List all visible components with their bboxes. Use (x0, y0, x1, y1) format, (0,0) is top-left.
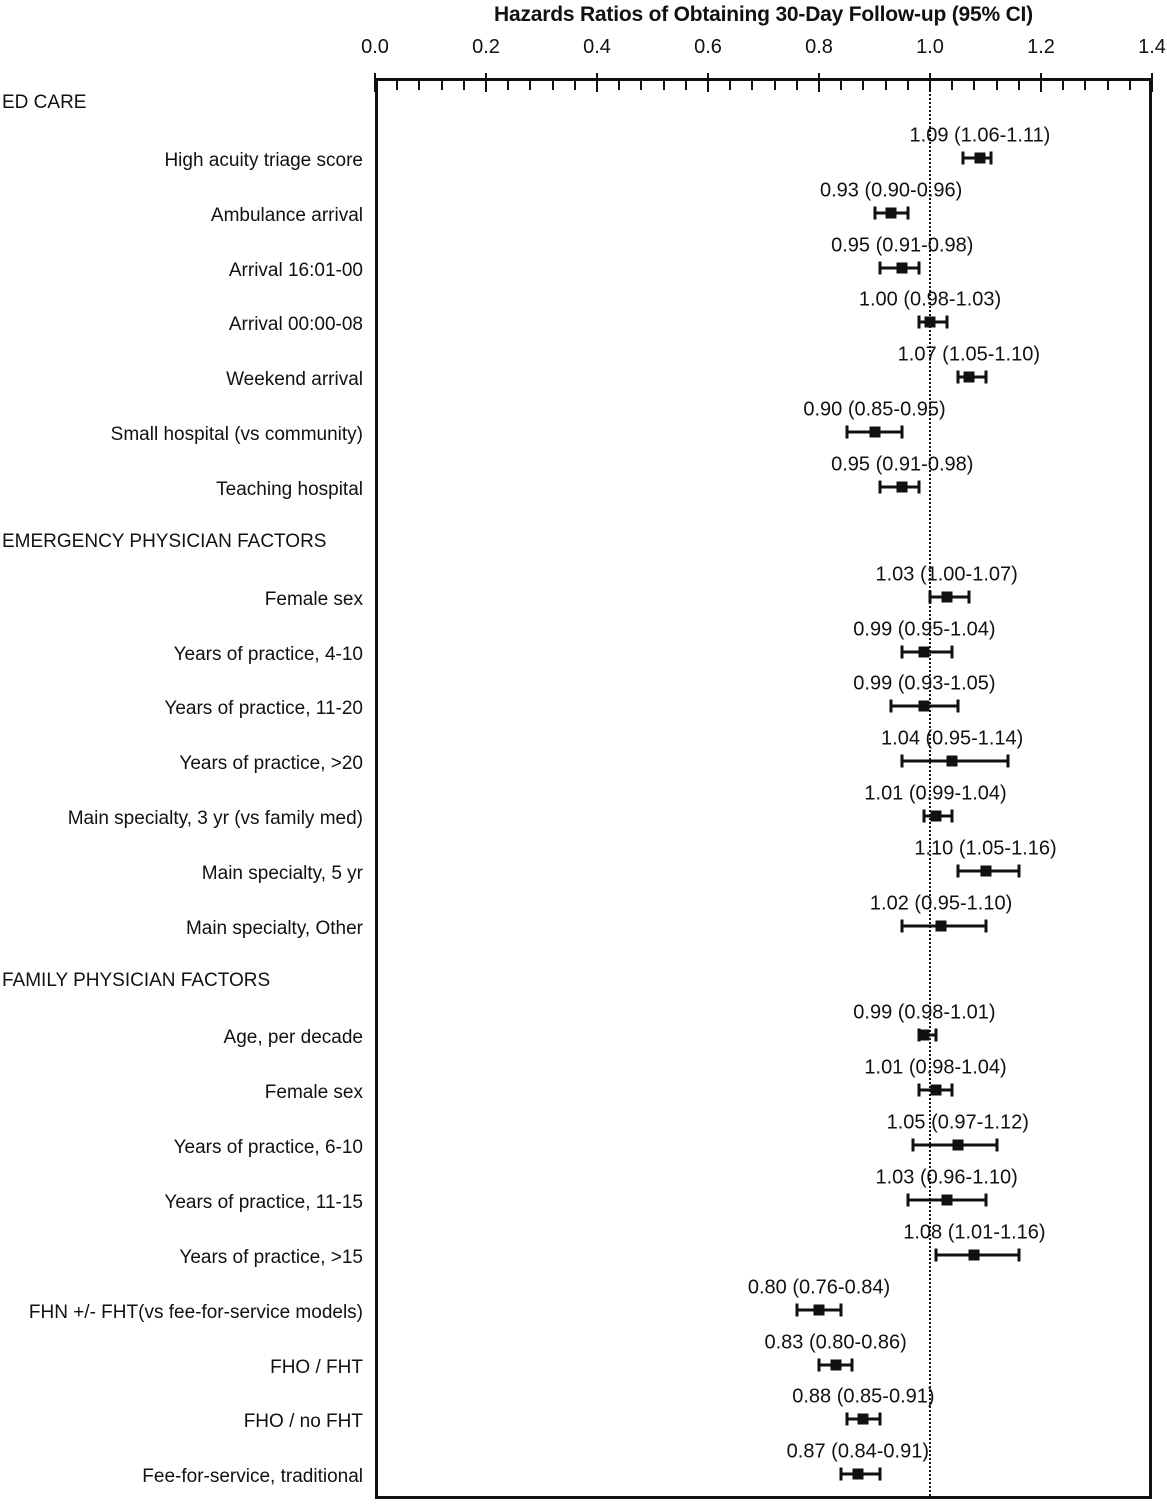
x-axis-major-tick (596, 73, 598, 92)
x-axis-minor-tick (507, 81, 509, 90)
row-label: Female sex (264, 1082, 363, 1104)
ci-cap-high (990, 151, 993, 164)
x-axis-minor-tick (1107, 81, 1109, 90)
ci-cap-low (845, 426, 848, 439)
row-label: FHO / no FHT (243, 1411, 363, 1433)
hr-ci-annotation: 1.00 (0.98-1.03) (858, 288, 1002, 311)
ci-cap-high (840, 1303, 843, 1316)
hr-point-marker (930, 811, 941, 822)
hr-point-marker (852, 1469, 863, 1480)
x-axis-major-tick (374, 73, 376, 92)
ci-cap-high (951, 645, 954, 658)
row-label: Age, per decade (223, 1027, 363, 1049)
hr-point-marker (919, 1030, 930, 1041)
ci-cap-low (840, 1468, 843, 1481)
row-label: Years of practice, 4-10 (173, 643, 363, 665)
row-label: Weekend arrival (226, 369, 363, 391)
hr-ci-annotation: 0.83 (0.80-0.86) (764, 1331, 907, 1354)
hr-ci-annotation: 1.03 (1.00-1.07) (875, 563, 1018, 586)
row-label: Ambulance arrival (210, 204, 363, 226)
x-axis-minor-tick (1018, 81, 1020, 90)
x-axis-major-tick (485, 73, 487, 92)
hr-ci-annotation: 1.09 (1.06-1.11) (909, 124, 1051, 147)
ci-cap-high (879, 1468, 882, 1481)
x-axis-tick-label: 1.0 (916, 36, 944, 58)
ci-cap-high (934, 1029, 937, 1042)
ci-cap-high (1017, 1248, 1020, 1261)
hr-ci-annotation: 1.07 (1.05-1.10) (897, 343, 1041, 366)
hr-point-marker (814, 1304, 825, 1315)
x-axis-minor-tick (951, 81, 953, 90)
hr-point-marker (930, 1085, 941, 1096)
hr-point-marker (980, 865, 991, 876)
ci-cap-high (906, 206, 909, 219)
hr-ci-annotation: 1.05 (0.97-1.12) (886, 1111, 1029, 1134)
hr-ci-annotation: 1.08 (1.01-1.16) (903, 1221, 1046, 1244)
row-label: FHN +/- FHT(vs fee-for-service models) (28, 1301, 363, 1323)
x-axis-minor-tick (996, 81, 998, 90)
x-axis-major-tick (1151, 73, 1153, 92)
x-axis-minor-tick (774, 81, 776, 90)
row-label: Years of practice, 11-20 (164, 698, 363, 720)
ci-cap-high (956, 700, 959, 713)
ci-cap-low (879, 480, 882, 493)
x-axis-tick-label: 0.4 (583, 36, 611, 58)
row-label: Years of practice, 11-15 (164, 1192, 363, 1213)
hr-point-marker (974, 152, 985, 163)
ci-cap-low (795, 1303, 798, 1316)
row-label: Years of practice, >20 (179, 753, 363, 775)
x-axis-tick-label: 1.2 (1027, 36, 1055, 58)
x-axis-minor-tick (796, 81, 798, 90)
hr-ci-annotation: 0.99 (0.95-1.04) (853, 618, 996, 640)
hr-point-marker (925, 317, 936, 328)
x-axis-minor-tick (862, 81, 864, 90)
ci-cap-low (934, 1248, 937, 1261)
ci-cap-high (967, 590, 970, 603)
row-label: Years of practice, >15 (179, 1246, 363, 1268)
ci-cap-high (851, 1358, 854, 1371)
hr-point-marker (830, 1359, 841, 1370)
ci-cap-low (923, 810, 926, 823)
ci-cap-high (995, 1139, 998, 1152)
row-label: Arrival 16:01-00 (228, 259, 363, 281)
ci-cap-high (984, 1194, 987, 1207)
row-label: Main specialty, 5 yr (201, 862, 363, 884)
x-axis-minor-tick (751, 81, 753, 90)
x-axis-minor-tick (574, 81, 576, 90)
ci-cap-high (917, 480, 920, 493)
x-axis-minor-tick (840, 81, 842, 90)
ci-cap-low (956, 864, 959, 877)
x-axis-minor-tick (618, 81, 620, 90)
hr-point-marker (936, 920, 947, 931)
x-axis-minor-tick (973, 81, 975, 90)
ci-cap-high (879, 1413, 882, 1426)
hr-point-marker (947, 756, 958, 767)
ci-cap-low (845, 1413, 848, 1426)
section-header: EMERGENCY PHYSICIAN FACTORS (2, 530, 327, 552)
hr-point-marker (941, 1195, 952, 1206)
hr-point-marker (886, 207, 897, 218)
ci-cap-high (1017, 864, 1020, 877)
hr-ci-annotation: 1.01 (0.99-1.04) (864, 782, 1007, 805)
ci-cap-high (951, 1084, 954, 1097)
ci-cap-low (901, 919, 904, 932)
x-axis-minor-tick (418, 81, 420, 90)
ci-cap-low (917, 316, 920, 329)
hr-point-marker (897, 262, 908, 273)
ci-cap-high (917, 261, 920, 274)
x-axis-minor-tick (729, 81, 731, 90)
row-label: Years of practice, 6-10 (173, 1137, 363, 1159)
row-label: High acuity triage score (164, 149, 363, 171)
ci-cap-high (951, 810, 954, 823)
x-axis-tick-label: 0.0 (361, 36, 389, 58)
ci-cap-high (901, 426, 904, 439)
hr-ci-annotation: 1.01 (0.98-1.04) (864, 1056, 1007, 1079)
row-label: Main specialty, Other (185, 917, 363, 939)
ci-cap-low (818, 1358, 821, 1371)
hr-ci-annotation: 0.87 (0.84-0.91) (786, 1440, 930, 1463)
ci-cap-high (1006, 755, 1009, 768)
hr-point-marker (858, 1414, 869, 1425)
x-axis-minor-tick (907, 81, 909, 90)
ci-cap-low (906, 1194, 909, 1207)
x-axis-minor-tick (1084, 81, 1086, 90)
row-label: Female sex (264, 588, 363, 610)
ci-cap-high (984, 919, 987, 932)
hr-ci-annotation: 1.02 (0.95-1.10) (869, 892, 1013, 915)
row-label: Arrival 00:00-08 (228, 314, 363, 336)
section-header: ED CARE (2, 92, 87, 113)
row-label: Main specialty, 3 yr (vs family med) (67, 808, 363, 830)
row-label: Fee-for-service, traditional (142, 1466, 363, 1488)
hr-ci-annotation: 1.03 (0.96-1.10) (875, 1166, 1018, 1189)
hr-point-marker (952, 1140, 963, 1151)
row-label: FHO / FHT (270, 1356, 363, 1378)
hr-ci-annotation: 0.93 (0.90-0.96) (819, 179, 963, 202)
hr-point-marker (919, 701, 930, 712)
x-axis-minor-tick (441, 81, 443, 90)
hr-point-marker (897, 481, 908, 492)
x-axis-tick-label: 0.6 (694, 36, 722, 58)
row-label: Teaching hospital (216, 478, 363, 500)
x-axis-major-tick (707, 73, 709, 92)
x-axis-minor-tick (529, 81, 531, 90)
x-axis-minor-tick (885, 81, 887, 90)
ci-cap-low (912, 1139, 915, 1152)
x-axis-minor-tick (463, 81, 465, 90)
hr-ci-annotation: 0.99 (0.93-1.05) (853, 672, 996, 695)
x-axis-minor-tick (552, 81, 554, 90)
x-axis-major-tick (1040, 73, 1042, 92)
hr-ci-annotation: 0.88 (0.85-0.91) (792, 1385, 935, 1408)
x-axis-minor-tick (663, 81, 665, 90)
chart-title: Hazards Ratios of Obtaining 30-Day Follow-up (95% CI) (494, 3, 1033, 26)
x-axis-minor-tick (640, 81, 642, 90)
hr-ci-annotation: 0.95 (0.91-0.98) (831, 453, 974, 476)
ci-cap-low (901, 755, 904, 768)
ci-cap-low (890, 700, 893, 713)
x-axis-minor-tick (685, 81, 687, 90)
hr-point-marker (963, 372, 974, 383)
hr-point-marker (969, 1249, 980, 1260)
x-axis-tick-label: 1.4 (1138, 36, 1166, 58)
hr-ci-annotation: 0.90 (0.85-0.95) (803, 398, 946, 421)
ci-cap-low (879, 261, 882, 274)
ci-cap-low (929, 590, 932, 603)
x-axis-major-tick (818, 73, 820, 92)
ci-cap-low (956, 371, 959, 384)
hr-point-marker (941, 591, 952, 602)
hr-ci-annotation: 0.95 (0.91-0.98) (831, 234, 974, 257)
ci-cap-low (962, 151, 965, 164)
row-label: Small hospital (vs community) (110, 424, 363, 446)
hr-point-marker (919, 646, 930, 657)
hr-point-marker (869, 427, 880, 438)
ci-cap-low (873, 206, 876, 219)
section-header: FAMILY PHYSICIAN FACTORS (2, 969, 271, 991)
ci-cap-high (945, 316, 948, 329)
hr-ci-annotation: 0.99 (0.98-1.01) (853, 1001, 996, 1024)
hr-ci-annotation: 0.80 (0.76-0.84) (747, 1276, 891, 1299)
x-axis-minor-tick (1129, 81, 1131, 90)
hr-ci-annotation: 1.10 (1.05-1.16) (914, 837, 1057, 860)
x-axis-tick-label: 0.8 (805, 36, 833, 58)
x-axis-minor-tick (1062, 81, 1064, 90)
ci-cap-high (984, 371, 987, 384)
ci-cap-low (917, 1084, 920, 1097)
ci-cap-low (901, 645, 904, 658)
hr-ci-annotation: 1.04 (0.95-1.14) (881, 727, 1024, 750)
x-axis-minor-tick (396, 81, 398, 90)
x-axis-tick-label: 0.2 (472, 36, 500, 58)
